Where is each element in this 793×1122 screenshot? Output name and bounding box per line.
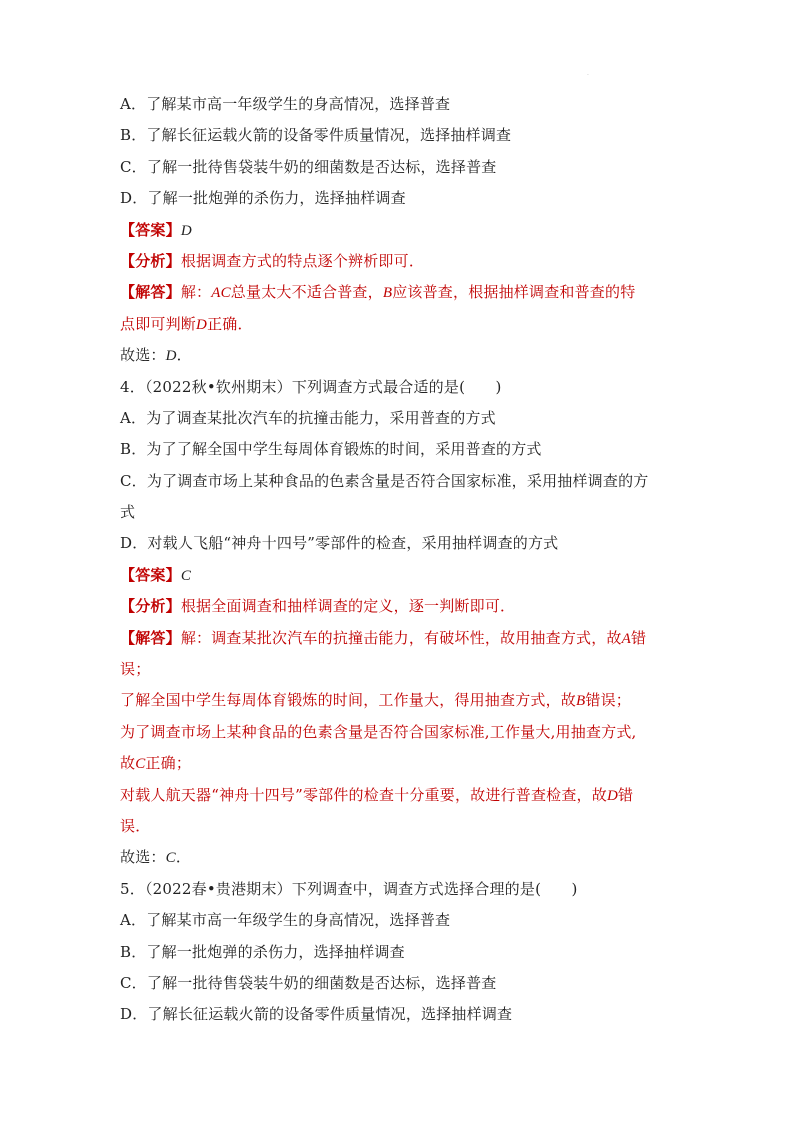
- solution-var: B: [576, 693, 586, 710]
- document-page: [120, 89, 680, 1031]
- q4-solution-line-4: 为了调查市场上某种食品的色素含量是否符合国家标准,工作量大,用抽查方式,: [120, 722, 637, 741]
- q3-option-a: A．了解某市高一年级学生的身高情况，选择普查: [120, 95, 451, 113]
- q5-option-c: C．了解一批待售袋装牛奶的细菌数是否达标，选择普查: [120, 973, 497, 992]
- q4-option-b: B．为了了解全国中学生每周体育锻炼的时间，采用普查的方式: [120, 440, 542, 459]
- solution-text: 了解全国中学生每周体育锻炼的时间，工作量大，得用抽查方式，故: [120, 691, 577, 710]
- solution-tag: 【解答】: [120, 283, 181, 302]
- solution-text: 正确；: [145, 754, 192, 773]
- q4-option-c-line-2: 式: [120, 503, 136, 522]
- analysis-tag: 【分析】: [120, 251, 181, 270]
- solution-var: AC: [211, 285, 231, 302]
- choose-label: 故选：: [120, 346, 166, 365]
- solution-text: 错误；: [585, 691, 631, 710]
- solution-var: A: [621, 630, 631, 647]
- q4-stem: 4．（2022秋•钦州期末）下列调查方式最合适的是( ): [120, 377, 502, 396]
- analysis-tag: 【分析】: [120, 597, 181, 616]
- choose-suffix: ．: [176, 346, 192, 365]
- choose-suffix: ．: [175, 848, 192, 867]
- solution-text: 点即可判断: [120, 314, 197, 333]
- answer-tag: 【答案】: [120, 220, 181, 239]
- solution-tag: 【解答】: [120, 628, 181, 647]
- q4-option-c-line-1: C．为了调查市场上某种食品的色素含量是否符合国家标准，采用抽样调查的方: [120, 471, 649, 490]
- q3-solution-line-1: [120, 277, 680, 308]
- choose-value: D: [165, 348, 177, 365]
- solution-text: 应该普查，根据抽样调查和普查的特: [392, 283, 636, 302]
- q4-solution-line-1: [120, 623, 680, 654]
- choose-label: 故选：: [120, 848, 166, 867]
- solution-text: 错: [618, 785, 634, 804]
- solution-text: 总量太大不适合普查，: [230, 283, 383, 302]
- q5-option-d: D．了解长征运载火箭的设备零件质量情况，选择抽样调查: [120, 1005, 513, 1024]
- analysis-text: 根据全面调查和抽样调查的定义，逐一判断即可．: [180, 597, 516, 616]
- q3-option-b: B．了解长征运载火箭的设备零件质量情况，选择抽样调查: [120, 126, 512, 145]
- q4-option-a: A．为了调查某批次汽车的抗撞击能力，采用普查的方式: [120, 408, 496, 427]
- q3-option-d: D．了解一批炮弹的杀伤力，选择抽样调查: [120, 189, 406, 208]
- solution-var: D: [196, 316, 208, 333]
- q4-solution-line-3: [120, 685, 680, 716]
- q5-option-a: A．了解某市高一年级学生的身高情况，选择普查: [120, 911, 451, 930]
- page-mark: ·: [587, 72, 589, 79]
- q4-choose: [120, 842, 680, 873]
- answer-tag: 【答案】: [120, 565, 181, 584]
- solution-var: B: [382, 285, 393, 302]
- analysis-text: 根据调查方式的特点逐个辨析即可．: [180, 251, 425, 270]
- q4-analysis: [120, 591, 680, 622]
- solution-text: 正确．: [207, 314, 253, 333]
- q4-solution-line-7: 误．: [120, 816, 151, 835]
- solution-text: 对载人航天器“神舟十四号”零部件的检查十分重要，故进行普查检查，故: [120, 785, 607, 804]
- choose-value: C: [165, 850, 176, 867]
- answer-value: C: [180, 567, 192, 584]
- solution-text: 错: [631, 628, 647, 647]
- solution-text: 解：: [180, 283, 212, 302]
- answer-value: D: [180, 222, 192, 239]
- q3-option-c: C．了解一批待售袋装牛奶的细菌数是否达标，选择普查: [120, 157, 497, 176]
- solution-text: 解：调查某批次汽车的抗撞击能力，有破坏性，故用抽查方式，故: [180, 628, 622, 647]
- q3-analysis: [120, 246, 680, 277]
- q3-answer: [120, 215, 680, 246]
- solution-var: D: [606, 787, 618, 804]
- solution-text: 故: [120, 754, 136, 773]
- q5-stem: 5．（2022春•贵港期末）下列调查中，调查方式选择合理的是( ): [120, 879, 578, 898]
- q3-solution-line-2: [120, 309, 680, 340]
- q4-solution-line-5: [120, 748, 680, 779]
- q4-answer: [120, 560, 680, 591]
- q4-solution-line-6: [120, 780, 680, 811]
- q5-option-b: B．了解一批炮弹的杀伤力，选择抽样调查: [120, 942, 405, 961]
- q3-choose: [120, 340, 680, 371]
- q4-solution-line-2: 误；: [120, 660, 151, 679]
- solution-var: C: [135, 756, 146, 773]
- q4-option-d: D．对载人飞船“神舟十四号”零部件的检查，采用抽样调查的方式: [120, 534, 559, 553]
